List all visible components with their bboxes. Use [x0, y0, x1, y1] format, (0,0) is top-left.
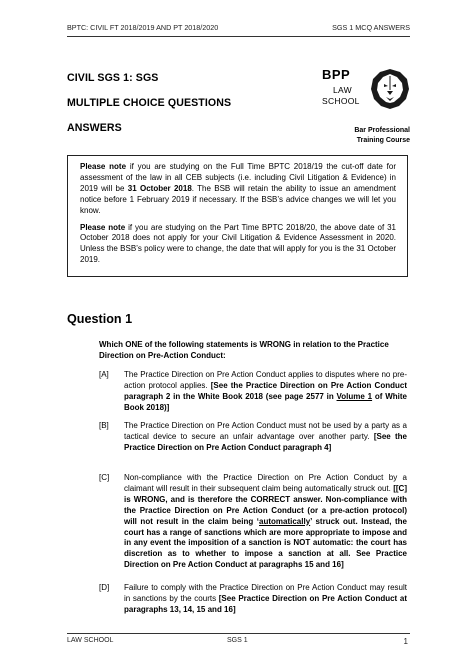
footer-center: SGS 1: [227, 637, 248, 644]
option-c-text: Non-compliance with the Practice Direction on Pre Action Conduct by a claimant will result in their subsequent claim being automatically struck out.: [124, 473, 407, 493]
logo-bpp: BPP: [322, 67, 351, 82]
notice-1-lead: Please note: [80, 162, 127, 171]
question-title: Question 1: [67, 312, 133, 326]
option-b-ref: [See the Practice Direction on Pre Action Conduct paragraph 4]: [124, 431, 407, 452]
course-line-1: Bar Professional: [354, 127, 410, 134]
notice-1-date: 31 October 2018: [127, 183, 192, 193]
notice-1-text-a: if you are studying on the Full Time BPTC 2018/19 the cut-off date for assessment of the law in all CEB subjects (i.e. including Civil Litigation & Evidence) in 2019 will be: [80, 162, 396, 193]
option-a-text: The Practice Direction on Pre Action Conduct applies to disputes where no pre-action protocol applies.: [124, 370, 407, 390]
lion-head-icon: [370, 68, 410, 110]
title-line-3: ANSWERS: [67, 122, 122, 134]
course-label: [354, 126, 410, 145]
option-label: [B]: [99, 421, 109, 430]
notice-2-text: if you are studying on the Part Time BPTC 2018/20, the above date of 31 October 2018 does not apply for your Civil Litigation & Evidence Assessment in 2020. Unless the BSB’s policy were to change, the date that will apply for you is the 31 October 2019.: [80, 222, 396, 265]
footer-left: LAW SCHOOL: [67, 637, 114, 644]
option-a-ref-a: [See the Practice Direction on Pre Action Conduct paragraph 2 in the White Book 2018 (see page 2577 in: [124, 380, 407, 401]
option-c-answer-a: [[C] is WRONG, and is therefore the CORRECT answer. Non-compliance with the Practice Direction on Pre Action Conduct (or a pre-action protocol) will not result in the claim being ‘: [124, 483, 407, 526]
option-a-ref-underlined: Volume 1: [336, 391, 373, 401]
option-a-ref-b: of White Book 2018)]: [124, 391, 407, 412]
logo-school: SCHOOL: [322, 96, 360, 106]
option-label: [D]: [99, 583, 110, 592]
notice-paragraph-2: [80, 223, 396, 267]
bpp-logo: [322, 67, 412, 117]
option-label: [C]: [99, 473, 110, 482]
option-b-text: The Practice Direction on Pre Action Conduct must not be used by a party as a tactical device to secure an unfair advantage over another party.: [124, 421, 407, 441]
option-label: [A]: [99, 370, 109, 379]
option-d-text: Failure to comply with the Practice Direction on Pre Action Conduct may result in sanctions by the courts: [124, 583, 407, 603]
notice-paragraph-1: [80, 162, 396, 217]
header-left: BPTC: CIVIL FT 2018/2019 AND PT 2018/2020: [67, 23, 219, 32]
logo-law: LAW: [333, 85, 353, 95]
option-text: [124, 370, 407, 414]
option-d-ref: [See Practice Direction on Pre Action Conduct at paragraphs 13, 14, 15 and 16]: [124, 593, 408, 614]
notice-2-lead: Please note: [80, 222, 126, 232]
notice-box: [67, 155, 408, 277]
title-line-1: CIVIL SGS 1: SGS: [67, 72, 159, 84]
option-text: [124, 473, 407, 571]
question-stem: Which ONE of the following statements is WRONG in relation to the Practice Direction on Pre-Action Conduct:: [99, 340, 389, 360]
header-rule: [67, 36, 410, 37]
option-text: [124, 583, 407, 616]
option-c-answer-b: ’ struck out. Instead, the court has a range of sanctions which are more appropriate to impose and in any event the imposition of a sanction is NOT automatic: the court has discretion as to whether to impose a sanction at all. See Practice Direction on Pre Action Conduct at paragraphs 15 and 16]: [124, 516, 407, 570]
option-c-answer-underlined: automatically: [259, 516, 311, 526]
header-right: SGS 1 MCQ ANSWERS: [332, 23, 410, 32]
option-text: [124, 421, 407, 454]
page-number: 1: [403, 637, 408, 646]
footer-rule: [67, 633, 410, 634]
course-line-2: Training Course: [356, 136, 410, 144]
title-line-2: MULTIPLE CHOICE QUESTIONS: [67, 97, 232, 109]
running-header: [67, 23, 410, 32]
notice-1-text-b: . The BSB will retain the ability to issue an amendment notice before 1 February 2019 if necessary. If the BSB’s advice changes we will let you know.: [80, 183, 396, 215]
